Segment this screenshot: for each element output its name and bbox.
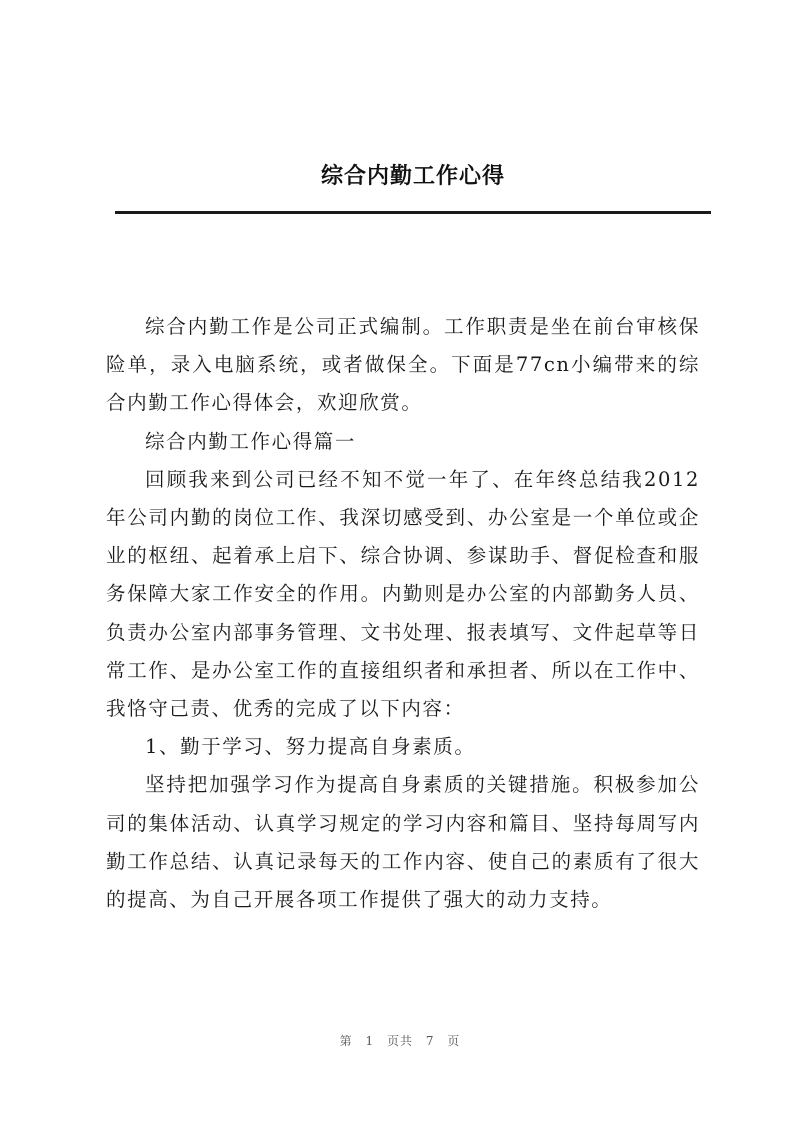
body-paragraph: 回顾我来到公司已经不知不觉一年了、在年终总结我2012年公司内勤的岗位工作、我深切感受到、办公室是一个单位或企业的枢纽、起着承上启下、综合协调、参谋助手、督促检查和服务保障大家工作安全的作用。内勤则是办公室的内部勤务人员、负责办公室内部事务管理、文书处理、报表填写、文件起草等日常工作、是办公室工作的直接组织者和承担者、所以在工作中、我恪守己责、优秀的完成了以下内容： xyxy=(106,467,700,721)
footer-middle: 页共 xyxy=(386,1034,413,1048)
footer-prefix: 第 xyxy=(339,1034,353,1048)
footer-total-pages: 7 xyxy=(425,1034,435,1048)
document-body xyxy=(106,308,700,919)
title-underline-rule xyxy=(115,211,711,214)
footer-suffix: 页 xyxy=(447,1034,461,1048)
document-title: 综合内勤工作心得 xyxy=(320,164,505,189)
document-header xyxy=(115,150,711,214)
body-paragraph: 坚持把加强学习作为提高自身素质的关键措施。积极参加公司的集体活动、认真学习规定的学习内容和篇目、坚持每周写内勤工作总结、认真记录每天的工作内容、使自己的素质有了很大的提高、为自己开展各项工作提供了强大的动力支持。 xyxy=(106,773,700,912)
footer-current-page: 1 xyxy=(365,1034,375,1048)
numbered-item-heading: 1、勤于学习、努力提高自身素质。 xyxy=(145,735,476,759)
page-number-footer xyxy=(0,1032,800,1049)
section-heading: 综合内勤工作心得篇一 xyxy=(145,429,357,453)
intro-paragraph: 综合内勤工作是公司正式编制。工作职责是坐在前台审核保险单，录入电脑系统，或者做保全。下面是77cn小编带来的综合内勤工作心得体会，欢迎欣赏。 xyxy=(106,315,700,415)
